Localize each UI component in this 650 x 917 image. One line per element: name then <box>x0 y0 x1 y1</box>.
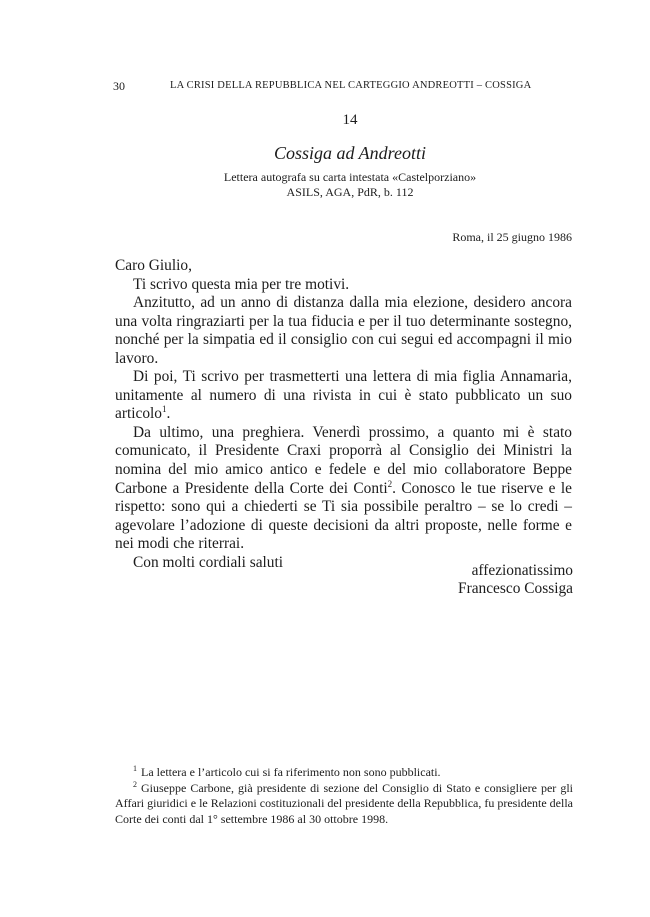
footnote-mark: 2 <box>133 779 137 789</box>
paragraph-4-rest: . Conosco le tue riserve e le rispetto: sono qui a chiederti se Ti sia possibile peraltro – se lo credi – agevolare l’adozione di queste decisioni da altri proposte, nelle forme e nei modi che riterrai. <box>115 479 572 553</box>
paragraph-4 <box>115 424 572 554</box>
paragraph-1: Ti scrivo questa mia per tre motivi. <box>133 275 350 293</box>
paragraph-3 <box>115 368 572 424</box>
date-line: Roma, il 25 giugno 1986 <box>452 230 572 244</box>
document-description: Lettera autografa su carta intestata «Castelporziano» <box>223 170 477 184</box>
running-header: LA CRISI DELLA REPUBBLICA NEL CARTEGGIO ANDREOTTI – COSSIGA <box>170 80 532 91</box>
page-number: 30 <box>113 79 125 93</box>
paragraph-4-text: Da ultimo, una preghiera. Venerdì prossimo, a quanto mi è stato comunicato, il Presidente Craxi proporrà al Consiglio dei Ministri la nomina del mio amico antico e fedele e del mio collaboratore Beppe Carbone a Presidente della Corte dei Conti <box>115 423 572 497</box>
footnote-mark: 1 <box>133 764 137 773</box>
document-number: 14 <box>342 112 358 128</box>
paragraph-3-text: Di poi, Ti scrivo per trasmetterti una lettera di mia figlia Annamaria, unitamente al numero di una rivista in cui è stato pubblicato un suo articolo <box>115 368 572 423</box>
footnote-1 <box>115 765 573 781</box>
signature-name: Francesco Cossiga <box>458 580 573 597</box>
closing: Con molti cordiali saluti <box>133 553 284 571</box>
paragraph-2: Anzitutto, ad un anno di distanza dalla mia elezione, desidero ancora una volta ringraziarti per la tua fiducia e per il tuo determinante sostegno, nonché per la simpatia ed il consiglio con cui segui ed accompagni il mio lavoro. <box>115 294 572 367</box>
salutation: Caro Giulio, <box>115 257 192 274</box>
footnote-2 <box>115 781 573 828</box>
document-title: Cossiga ad Andreotti <box>273 143 426 163</box>
footnote-ref-1: 1 <box>162 404 167 415</box>
footnote-text: Giuseppe Carbone, già presidente di sezione del Consiglio di Stato e consigliere per gli Affari giuridici e le Relazioni costituzionali del presidente della Repubblica, fu presidente della Corte dei conti dal 1° settembre 1986 al 30 ottobre 1998. <box>115 780 573 826</box>
signature-closing: affezionatissimo <box>471 562 573 579</box>
footnote-ref-2: 2 <box>387 478 393 489</box>
letter-body <box>115 257 572 572</box>
footnotes <box>115 765 573 827</box>
paragraph-3-end: . <box>166 405 171 423</box>
footnote-text: La lettera e l’articolo cui si fa riferimento non sono pubblicati. <box>141 765 441 779</box>
archive-reference: ASILS, AGA, PdR, b. 112 <box>286 185 414 199</box>
